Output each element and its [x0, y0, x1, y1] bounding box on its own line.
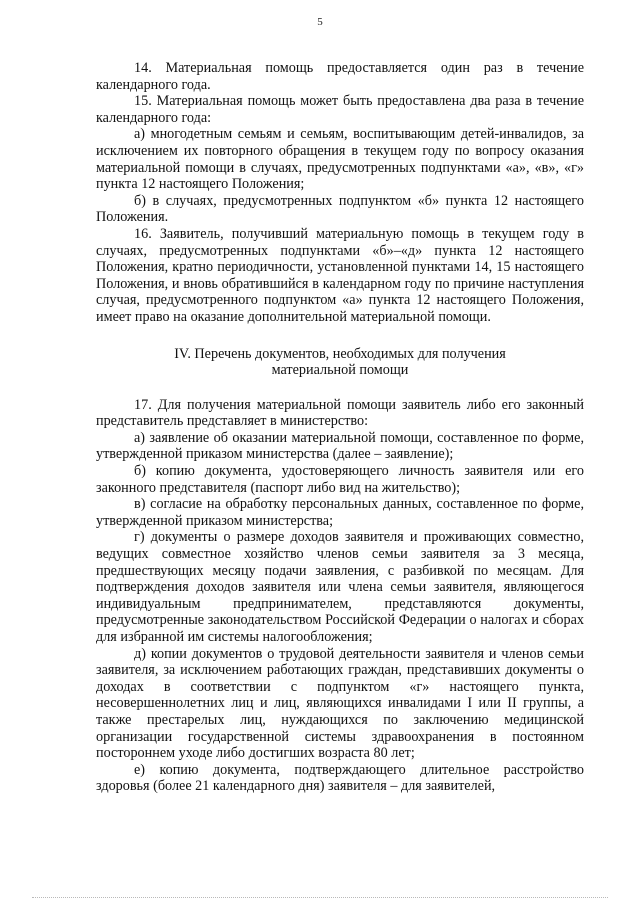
section-title-line-2: материальной помощи: [271, 362, 409, 379]
paragraph-15-b: б) в случаях, предусмотренных подпунктом «б» пункта 12 настоящего Положения.: [96, 192, 584, 226]
paragraph-17-a: а) заявление об оказании материальной помощи, составленное по форме, утвержденной приказом министерства (далее – заявление);: [96, 429, 584, 463]
footer-dotted-rule: [32, 897, 608, 898]
paragraph-15-a: а) многодетным семьям и семьям, воспитывающим детей-инвалидов, за исключением их повторного обращения в текущем году по вопросу оказания материальной помощи в случаях, предусмотренных подпунктами «а», «в», «г» пункта 12 настоящего Положения;: [96, 126, 584, 193]
page-number: 5: [317, 16, 323, 28]
paragraph-15: 15. Материальная помощь может быть предоставлена два раза в течение календарного года:: [96, 93, 584, 126]
paragraph-17-g: г) документы о размере доходов заявителя и проживающих совместно, ведущих совместное хозяйство членов семьи заявителя за 3 месяца, предшествующих месяцу подачи заявления, с разбивкой по месяцам. Для подтверждения доходов заявителя или члена семьи заявителя, являющегося индивидуальным предпринимателем, представляются документы, предусмотренные законодательством Российской Федерации о налогах и сборах для избранной им системы налогообложения;: [96, 529, 584, 645]
paragraph-17: 17. Для получения материальной помощи заявитель либо его законный представитель представляет в министерство:: [96, 396, 584, 430]
section-title-line-1: IV. Перечень документов, необходимых для получения: [174, 345, 506, 362]
paragraph-17-b: б) копию документа, удостоверяющего личность заявителя или его законного представителя (паспорт либо вид на жительство);: [96, 463, 584, 496]
paragraph-17-e: е) копию документа, подтверждающего длительное расстройство здоровья (более 21 календарного дня) заявителя – для заявителей,: [96, 761, 584, 795]
paragraph-17-d: д) копии документов о трудовой деятельности заявителя и членов семьи заявителя, за исключением работающих граждан, представивших документы о доходах в соответствии с подпунктом «г» настоящего пункта, несовершеннолетних лиц и лиц, являющихся инвалидами I или II группы, а также престарелых лиц, нуждающихся по заключению медицинской организации государственной системы здравоохранения в постоянном постороннем уходе либо достигших возраста 80 лет;: [96, 645, 584, 762]
section-title: [96, 346, 584, 379]
document-body: [96, 60, 584, 795]
paragraph-17-v: в) согласие на обработку персональных данных, составленное по форме, утвержденной приказом министерства;: [96, 496, 584, 529]
paragraph-14: 14. Материальная помощь предоставляется один раз в течение календарного года.: [96, 60, 584, 93]
paragraph-16: 16. Заявитель, получивший материальную помощь в текущем году в случаях, предусмотренных подпунктами «б»–«д» пункта 12 настоящего Положения, кратно периодичности, установленной пунктами 14, 15 настоящего Положения, и вновь обратившийся в календарном году по причине наступления случая, предусмотренного подпунктом «а» пункта 12 настоящего Положения, имеет право на оказание дополнительной материальной помощи.: [96, 225, 584, 325]
